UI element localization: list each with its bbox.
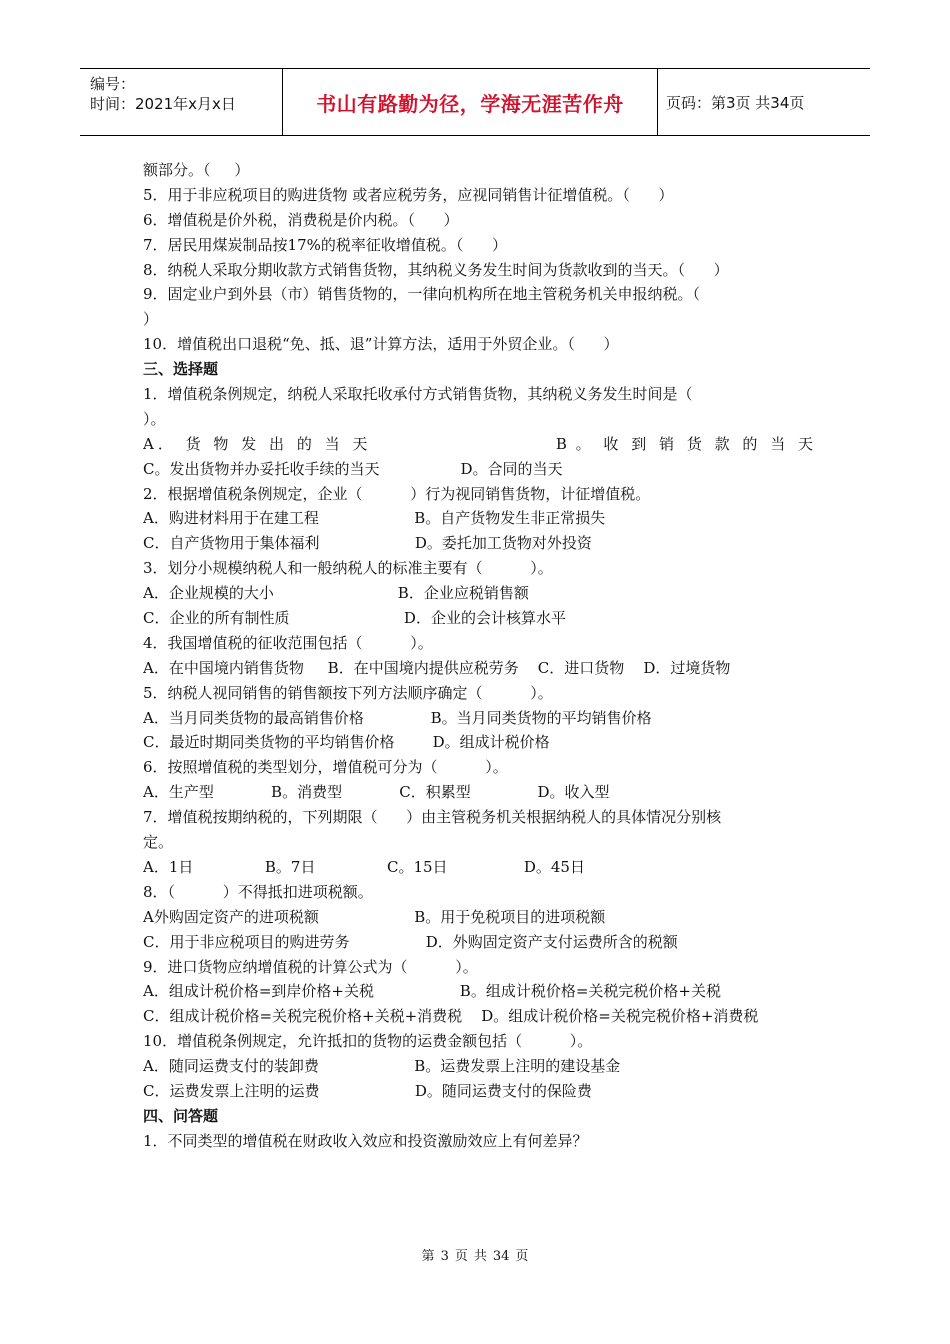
text-line: 3．划分小规模纳税人和一般纳税人的标准主要有（ ）。 (143, 559, 553, 578)
header-page-info: 页码：第3页 共34页 (666, 93, 805, 112)
text-line: 额部分。（ ） (143, 161, 250, 179)
text-line: A．组成计税价格=到岸价格+关税 B。组成计税价格=关税完税价格+关税 (143, 982, 721, 1001)
text-line: C．用于非应税项目的购进劳务 D．外购固定资产支付运费所含的税额 (143, 932, 678, 951)
text-line: 10．增值税出口退税“免、抵、退”计算方法，适用于外贸企业。（ ） (143, 335, 619, 354)
footer-word-ye: 页 (454, 1249, 468, 1264)
text-line: A．企业规模的大小 B．企业应税销售额 (143, 584, 529, 603)
text-line: A．在中国境内销售货物 B．在中国境内提供应税劳务 C．进口货物 D．过境货物 (143, 658, 731, 677)
text-line: 4．我国增值税的征收范围包括（ ）。 (143, 633, 433, 652)
header-motto: 书山有路勤为径，学海无涯苦作舟 (283, 69, 658, 135)
text-line: 9．固定业户到外县（市）销售货物的，一律向机构所在地主管税务机关申报纳税。（ (143, 285, 701, 304)
text-line: A． 货 物 发 出 的 当 天 B 。 收 到 销 货 款 的 当 天 (143, 434, 813, 453)
text-line: C．企业的所有制性质 D．企业的会计核算水平 (143, 609, 566, 628)
text-line: 9．进口货物应纳增值税的计算公式为（ ）。 (143, 957, 478, 976)
text-line: 定。 (143, 833, 174, 852)
text-line: 6．增值税是价外税，消费税是价内税。（ ） (143, 210, 459, 229)
text-line: ） (143, 310, 159, 329)
text-line: 5．用于非应税项目的购进货物 或者应税劳务，应视同销售计征增值税。（ ） (143, 185, 674, 204)
text-line: C．组成计税价格=关税完税价格+关税+消费税 D。组成计税价格=关税完税价格+消费税 (143, 1007, 759, 1026)
text-line: C．最近时期同类货物的平均销售价格 D。组成计税价格 (143, 733, 550, 752)
text-line: A．生产型 B。消费型 C．积累型 D。收入型 (143, 783, 610, 802)
text-line: A．随同运费支付的装卸费 B。运费发票上注明的建设基金 (143, 1057, 621, 1076)
footer-total-pages: 34 (492, 1249, 510, 1264)
text-line: A．购进材料用于在建工程 B。自产货物发生非正常损失 (143, 509, 606, 528)
footer-word-ye-2: 页 (515, 1249, 529, 1264)
text-line: 7．居民用煤炭制品按17%的税率征收增值税。（ ） (143, 235, 507, 254)
text-line: 8．（ ）不得抵扣进项税额。 (143, 882, 373, 901)
text-line: A外购固定资产的进项税额 B。用于免税项目的进项税额 (143, 907, 606, 926)
text-line: 10．增值税条例规定，允许抵扣的货物的运费金额包括（ ）。 (143, 1032, 593, 1051)
text-line: 1．不同类型的增值税在财政收入效应和投资激励效应上有何差异？ (143, 1131, 588, 1150)
text-line: C。发出货物并办妥托收手续的当天 D。合同的当天 (143, 459, 563, 478)
text-line: 8．纳税人采取分期收款方式销售货物，其纳税义务发生时间为货款收到的当天。（ ） (143, 260, 729, 279)
footer-word-gong: 共 (473, 1249, 487, 1264)
footer-word-di: 第 (421, 1249, 435, 1264)
document-body (143, 158, 813, 1154)
text-line: 7．增值税按期纳税的，下列期限（ ）由主管税务机关根据纳税人的具体情况分别核 (143, 808, 722, 827)
text-line: 2．根据增值税条例规定，企业（ ）行为视同销售货物，计征增值税。 (143, 484, 651, 503)
header-meta (80, 69, 283, 135)
footer-page-number: 3 (440, 1249, 449, 1264)
document-date-label: 时间：2021年x月x日 (90, 95, 236, 113)
text-line: 6．按照增值税的类型划分，增值税可分为（ ）。 (143, 758, 508, 777)
text-line: A．1日 B。7日 C。15日 D。45日 (143, 857, 585, 876)
text-line: ）。 (143, 409, 166, 428)
text-line: 1．增值税条例规定，纳税人采取托收承付方式销售货物，其纳税义务发生时间是（ (143, 385, 693, 404)
section-heading: 四、问答题 (143, 1106, 219, 1125)
page-header (80, 68, 870, 136)
text-line: C．自产货物用于集体福利 D。委托加工货物对外投资 (143, 534, 592, 553)
text-line: 5．纳税人视同销售的销售额按下列方法顺序确定（ ）。 (143, 683, 553, 702)
text-line: C．运费发票上注明的运费 D。随同运费支付的保险费 (143, 1081, 592, 1100)
section-heading: 三、选择题 (143, 360, 219, 379)
text-line: A．当月同类货物的最高销售价格 B。当月同类货物的平均销售价格 (143, 708, 652, 727)
page-footer (0, 1245, 950, 1264)
document-number-label: 编号： (90, 75, 136, 93)
